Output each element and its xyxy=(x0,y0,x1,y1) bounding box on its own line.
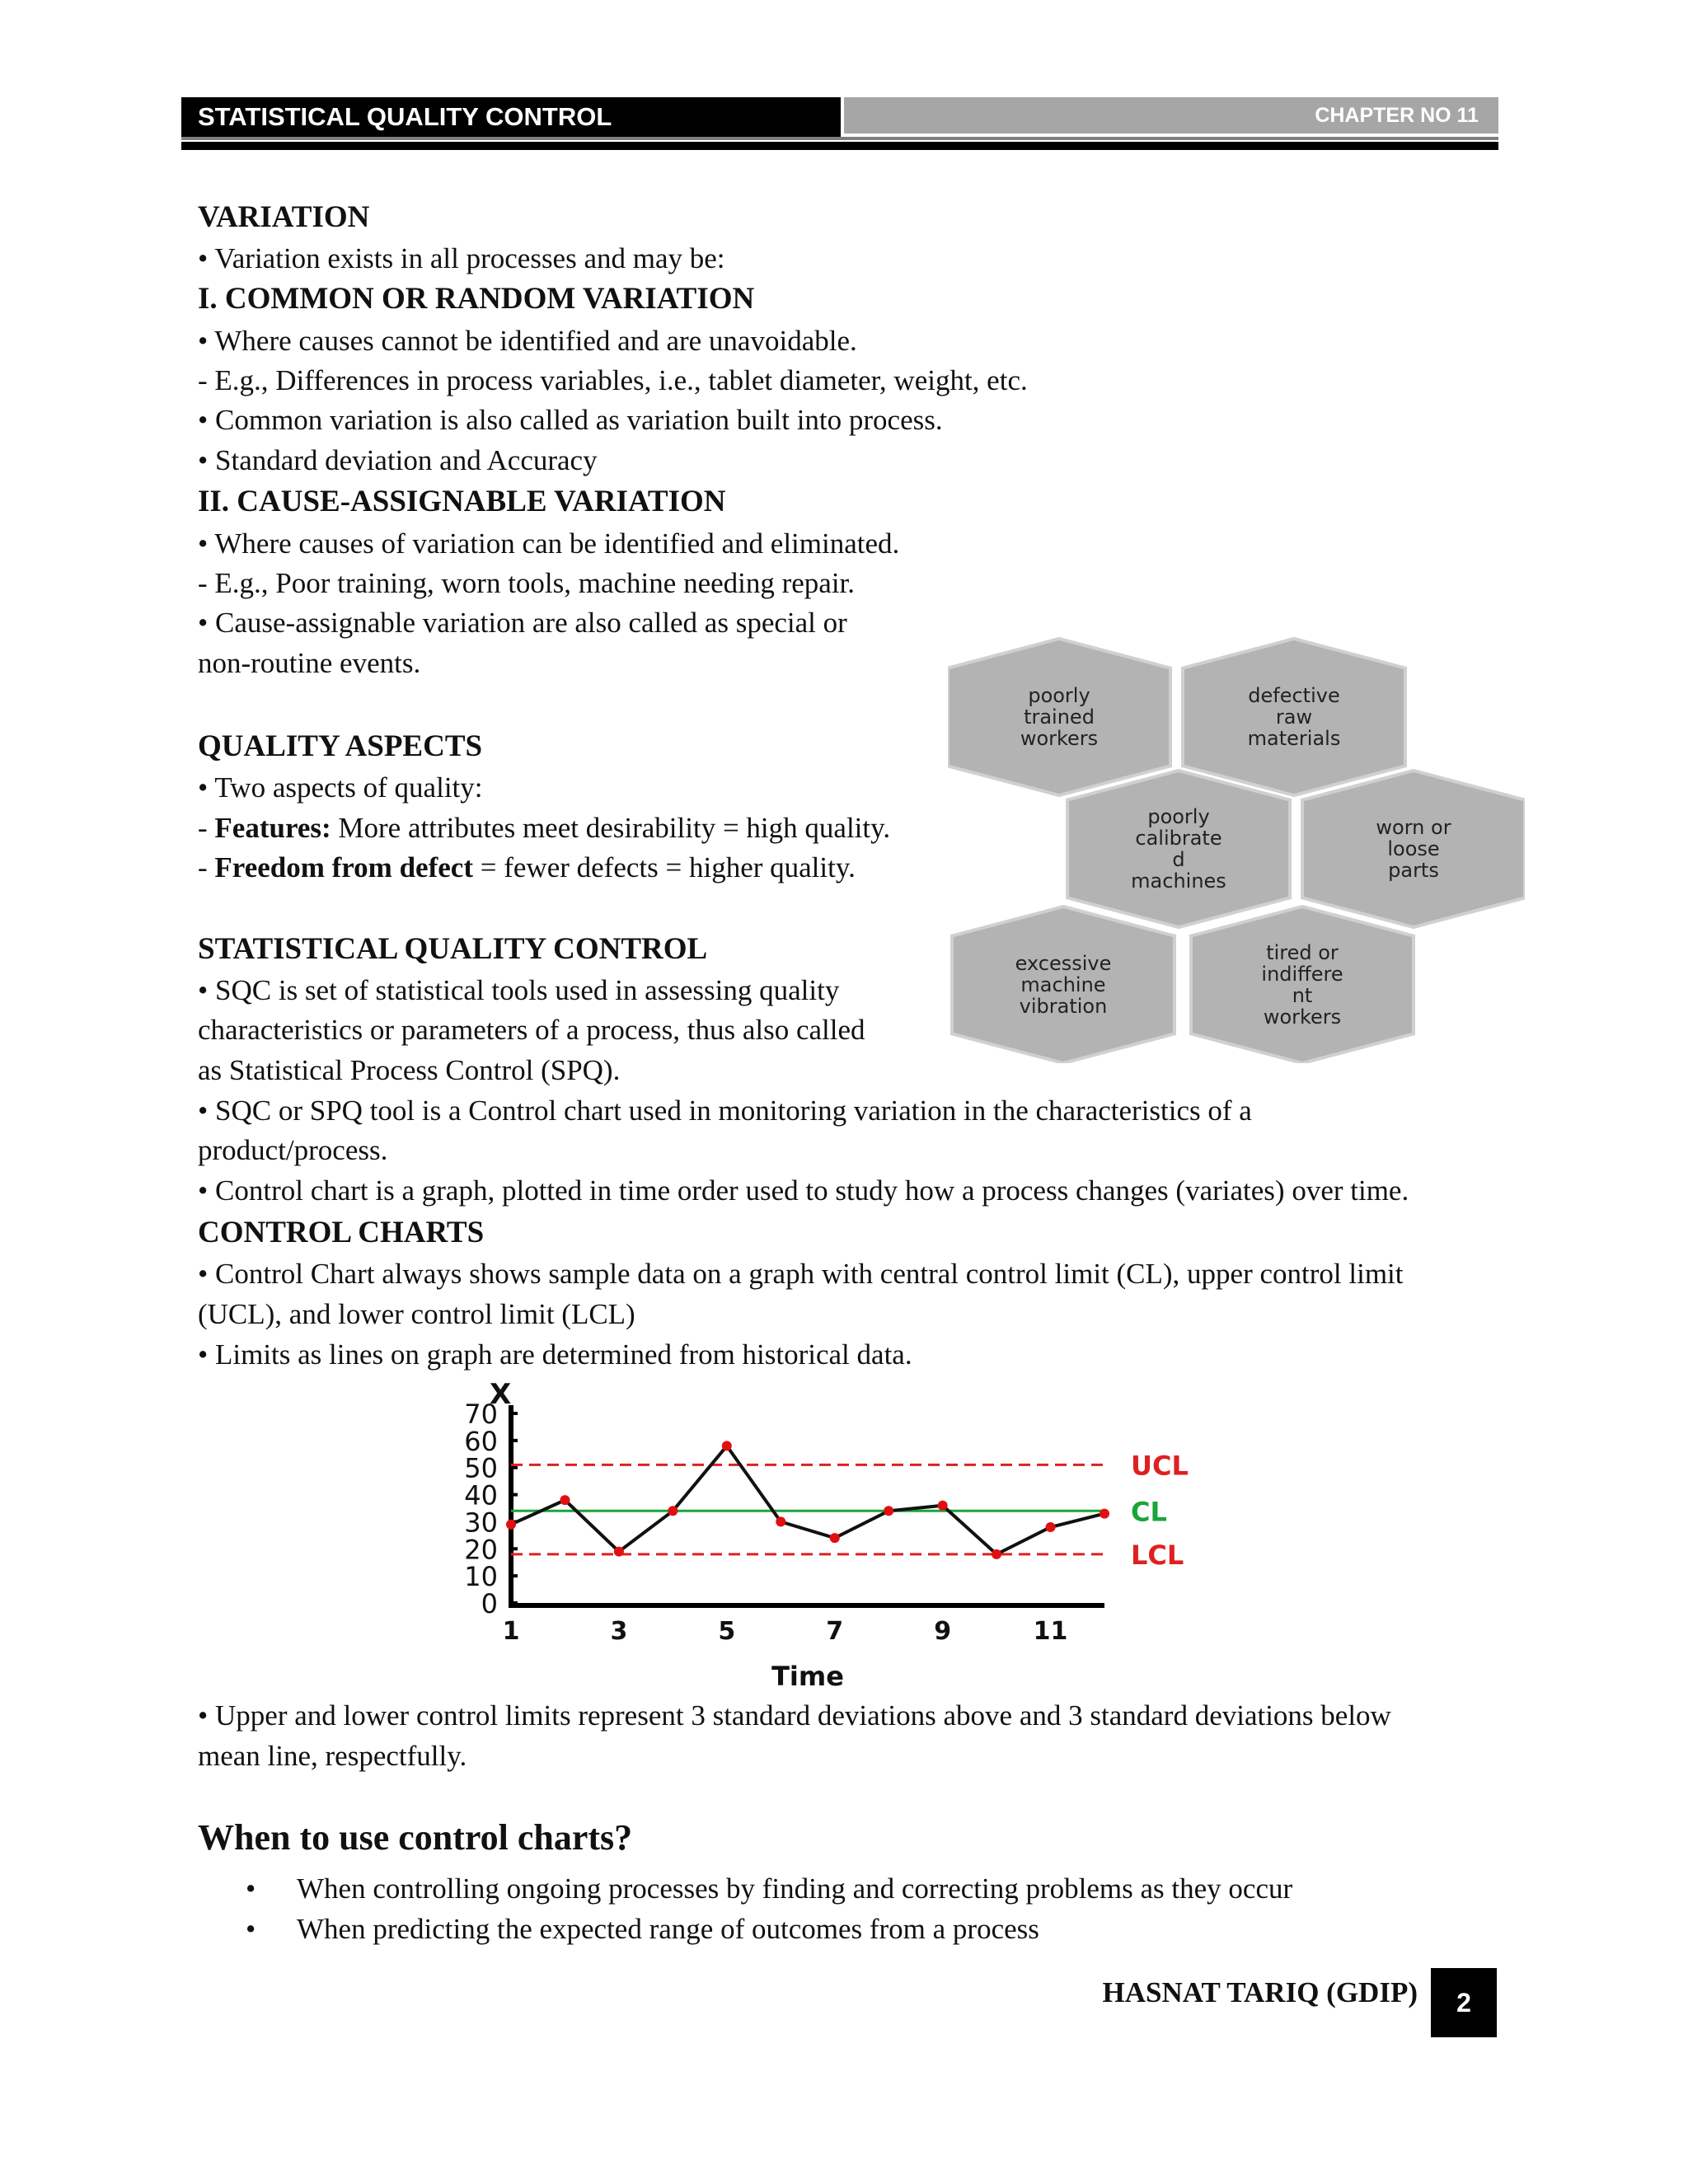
common-line-3: • Common variation is also called as variation built into process. xyxy=(198,404,943,436)
data-point xyxy=(560,1495,570,1505)
hexagon-label: loose xyxy=(1387,837,1440,860)
hexagon-2 xyxy=(1183,639,1405,795)
sqc-line-1: • SQC is set of statistical tools used in assessing quality xyxy=(198,974,840,1006)
heading-assignable-variation: II. CAUSE-ASSIGNABLE VARIATION xyxy=(198,485,726,518)
hexagon-label: raw xyxy=(1275,705,1313,729)
variation-intro: • Variation exists in all processes and may be: xyxy=(198,242,725,274)
data-point xyxy=(830,1533,840,1543)
variation-causes-diagram xyxy=(948,635,1525,1063)
header-rule-grey xyxy=(181,137,1498,140)
x-tick-label: 3 xyxy=(610,1617,628,1646)
header-title: STATISTICAL QUALITY CONTROL xyxy=(181,97,841,137)
cc-line-2: (UCL), and lower control limit (LCL) xyxy=(198,1298,635,1330)
assignable-line-1: • Where causes of variation can be identified and eliminated. xyxy=(198,527,900,560)
data-point xyxy=(776,1516,785,1526)
when-item-1: When controlling ongoing processes by finding and correcting problems as they occur xyxy=(297,1872,1293,1905)
data-point xyxy=(1100,1509,1109,1519)
data-point xyxy=(884,1506,893,1516)
hexagon-label: trained xyxy=(1024,705,1095,729)
hexagon-label: poorly xyxy=(1028,684,1090,707)
cl-label: CL xyxy=(1131,1496,1167,1528)
hexagon-label: vibration xyxy=(1019,995,1108,1018)
hexagon-label: tired or xyxy=(1266,941,1339,964)
features-label: Features: xyxy=(214,812,331,844)
x-tick-label: 9 xyxy=(934,1617,952,1646)
page-number: 2 xyxy=(1431,1968,1497,2037)
chapter-label: CHAPTER NO 11 xyxy=(844,97,1498,134)
sqc-line-4: • SQC or SPQ tool is a Control chart used in monitoring variation in the characteristics of a xyxy=(198,1094,1252,1127)
data-point xyxy=(938,1501,948,1511)
hexagon-6 xyxy=(1191,907,1414,1063)
common-line-2: - E.g., Differences in process variables, i.e., tablet diameter, weight, etc. xyxy=(198,364,1028,396)
hexagon-label: workers xyxy=(1263,1005,1342,1029)
hexagon-label: d xyxy=(1172,848,1185,871)
hexagon-label: calibrate xyxy=(1135,827,1222,850)
x-axis-label: Time xyxy=(771,1661,844,1692)
freedom-text: = fewer defects = higher quality. xyxy=(472,851,856,883)
when-bullet-2: • xyxy=(246,1913,256,1945)
data-point xyxy=(722,1441,732,1451)
data-series-line xyxy=(511,1446,1104,1554)
when-bullet-1: • xyxy=(246,1872,256,1905)
sqc-line-6: • Control chart is a graph, plotted in time order used to study how a process changes (variates) over time. xyxy=(198,1174,1409,1207)
x-tick-label: 11 xyxy=(1033,1617,1068,1646)
features-text: More attributes meet desirability = high quality. xyxy=(331,812,891,844)
y-tick-label: 50 xyxy=(464,1452,498,1484)
hexagon-label: poorly xyxy=(1147,805,1210,828)
hexagon-label: nt xyxy=(1292,984,1313,1007)
y-tick-label: 10 xyxy=(464,1561,498,1593)
ucl-label: UCL xyxy=(1131,1450,1189,1482)
y-axis-label: X xyxy=(490,1380,512,1411)
hexagon-label: workers xyxy=(1020,727,1099,750)
hexagon-label: defective xyxy=(1248,684,1340,707)
y-tick-label: 30 xyxy=(464,1507,498,1539)
heading-quality-aspects: QUALITY ASPECTS xyxy=(198,729,483,763)
sqc-line-5: product/process. xyxy=(198,1134,388,1166)
sqc-line-2: characteristics or parameters of a process, thus also called xyxy=(198,1014,865,1046)
data-point xyxy=(506,1520,516,1530)
hexagon-1 xyxy=(948,639,1170,795)
quality-features: - Features: More attributes meet desirability = high quality. xyxy=(198,812,891,844)
hexagon-label: machines xyxy=(1131,869,1226,893)
limits-line-1: • Upper and lower control limits represent 3 standard deviations above and 3 standard deviations below xyxy=(198,1699,1391,1732)
heading-variation: VARIATION xyxy=(198,200,370,234)
header-rule xyxy=(181,142,1498,150)
hexagon-label: indiffere xyxy=(1261,963,1343,986)
freedom-label: Freedom from defect xyxy=(214,851,473,883)
control-chart xyxy=(429,1380,1253,1694)
y-tick-label: 60 xyxy=(464,1425,498,1457)
y-tick-label: 70 xyxy=(464,1399,498,1430)
x-tick-label: 7 xyxy=(826,1617,844,1646)
limits-line-2: mean line, respectfully. xyxy=(198,1740,467,1772)
heading-control-charts: CONTROL CHARTS xyxy=(198,1216,485,1249)
assignable-line-4: non-routine events. xyxy=(198,647,421,679)
quality-intro: • Two aspects of quality: xyxy=(198,771,483,804)
footer-author: HASNAT TARIQ (GDIP) xyxy=(1102,1976,1418,2008)
sqc-line-3: as Statistical Process Control (SPQ). xyxy=(198,1054,621,1086)
heading-when-to-use: When to use control charts? xyxy=(198,1817,633,1858)
hexagon-label: parts xyxy=(1388,859,1439,882)
cc-line-1: • Control Chart always shows sample data on a graph with central control limit (CL), upper control limit xyxy=(198,1258,1404,1290)
hexagon-3 xyxy=(1067,771,1290,927)
hexagon-4 xyxy=(1302,771,1525,927)
heading-common-variation: I. COMMON OR RANDOM VARIATION xyxy=(198,282,755,316)
hexagon-label: machine xyxy=(1020,973,1106,996)
lcl-label: LCL xyxy=(1131,1539,1184,1571)
hexagon-label: worn or xyxy=(1376,816,1451,839)
hexagon-5 xyxy=(952,907,1175,1063)
y-tick-label: 40 xyxy=(464,1479,498,1511)
y-tick-label: 20 xyxy=(464,1534,498,1566)
y-tick-label: 0 xyxy=(481,1588,498,1619)
data-point xyxy=(668,1506,678,1516)
heading-sqc: STATISTICAL QUALITY CONTROL xyxy=(198,932,708,966)
data-point xyxy=(614,1547,624,1557)
x-tick-label: 1 xyxy=(502,1617,520,1646)
when-item-2: When predicting the expected range of outcomes from a process xyxy=(297,1913,1039,1945)
hexagon-label: materials xyxy=(1247,727,1341,750)
x-tick-label: 5 xyxy=(718,1617,736,1646)
data-point xyxy=(992,1549,1001,1559)
data-point xyxy=(1046,1522,1056,1532)
hexagon-label: excessive xyxy=(1015,952,1112,975)
common-line-4: • Standard deviation and Accuracy xyxy=(198,444,598,476)
common-line-1: • Where causes cannot be identified and are unavoidable. xyxy=(198,325,857,357)
assignable-line-3: • Cause-assignable variation are also called as special or xyxy=(198,607,847,639)
assignable-line-2: - E.g., Poor training, worn tools, machine needing repair. xyxy=(198,567,856,599)
quality-freedom: - Freedom from defect = fewer defects = higher quality. xyxy=(198,851,856,883)
cc-line-3: • Limits as lines on graph are determined from historical data. xyxy=(198,1338,912,1371)
